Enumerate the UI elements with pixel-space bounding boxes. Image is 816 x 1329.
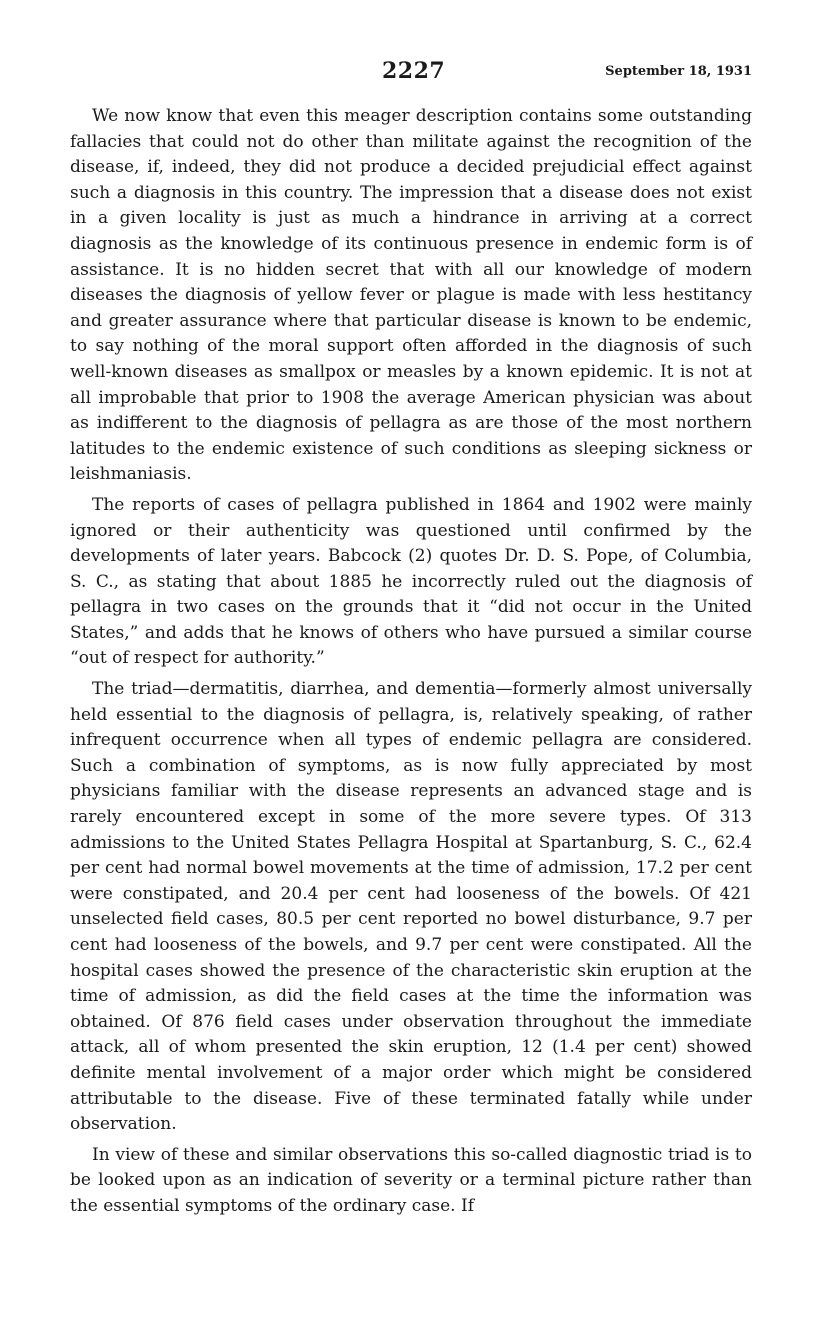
paragraph-2: The reports of cases of pellagra published in 1864 and 1902 were mainly ignored or their authenticity was questioned until confirmed by the developments of later years. Babcock (2) quotes Dr. D. S. Pope, of Columbia, S. C., as stating that about 1885 he incorrectly ruled out the diagnosis of pellagra in two cases on the grounds that it “did not occur in the United States,” and adds that he knows of others who have pursued a similar course “out of respect for authority.”	[70, 494, 752, 669]
issue-date: September 18, 1931	[605, 64, 752, 79]
page-header	[70, 58, 752, 88]
page-number: 2227	[382, 58, 446, 84]
paragraph-4: In view of these and similar observations this so-called diagnostic triad is to be looked upon as an indication of severity or a terminal picture rather than the essential symptoms of the ordinary case. If	[70, 1144, 752, 1216]
paragraph-1: We now know that even this meager description contains some outstanding fallacies that could not do other than militate against the recognition of the disease, if, indeed, they did not produce a decided prejudicial effect against such a diagnosis in this country. The impression that a disease does not exist in a given locality is just as much a hindrance in arriving at a correct diagnosis as the knowledge of its continuous presence in endemic form is of assistance. It is no hidden secret that with all our knowledge of modern diseases the diagnosis of yellow fever or plague is made with less hestitancy and greater assurance where that particular disease is known to be endemic, to say nothing of the moral support often afforded in the diagnosis of such well-known diseases as smallpox or measles by a known epidemic. It is not at all improbable that prior to 1908 the average American physician was about as indifferent to the diagnosis of pellagra as are those of the most northern latitudes to the endemic existence of such conditions as sleeping sickness or leishmaniasis.	[70, 106, 752, 485]
paragraph-3: The triad—dermatitis, diarrhea, and dementia—formerly almost universally held essential to the diagnosis of pellagra, is, relatively speaking, of rather infrequent occurrence when all types of endemic pellagra are considered. Such a combination of symptoms, as is now fully appreciated by most physicians familiar with the disease represents an advanced stage and is rarely encountered except in some of the more severe types. Of 313 admissions to the United States Pellagra Hospital at Spartanburg, S. C., 62.4 per cent had normal bowel movements at the time of admission, 17.2 per cent were constipated, and 20.4 per cent had looseness of the bowels. Of 421 unselected field cases, 80.5 per cent reported no bowel disturbance, 9.7 per cent had looseness of the bowels, and 9.7 per cent were constipated. All the hospital cases showed the presence of the characteristic skin eruption at the time of admission, as did the field cases at the time the information was obtained. Of 876 field cases under observation throughout the immediate attack, all of whom presented the skin eruption, 12 (1.4 per cent) showed definite mental involvement of a major order which might be considered attributable to the disease. Five of these terminated fatally while under observation.	[70, 679, 752, 1135]
article-body	[70, 104, 752, 1225]
